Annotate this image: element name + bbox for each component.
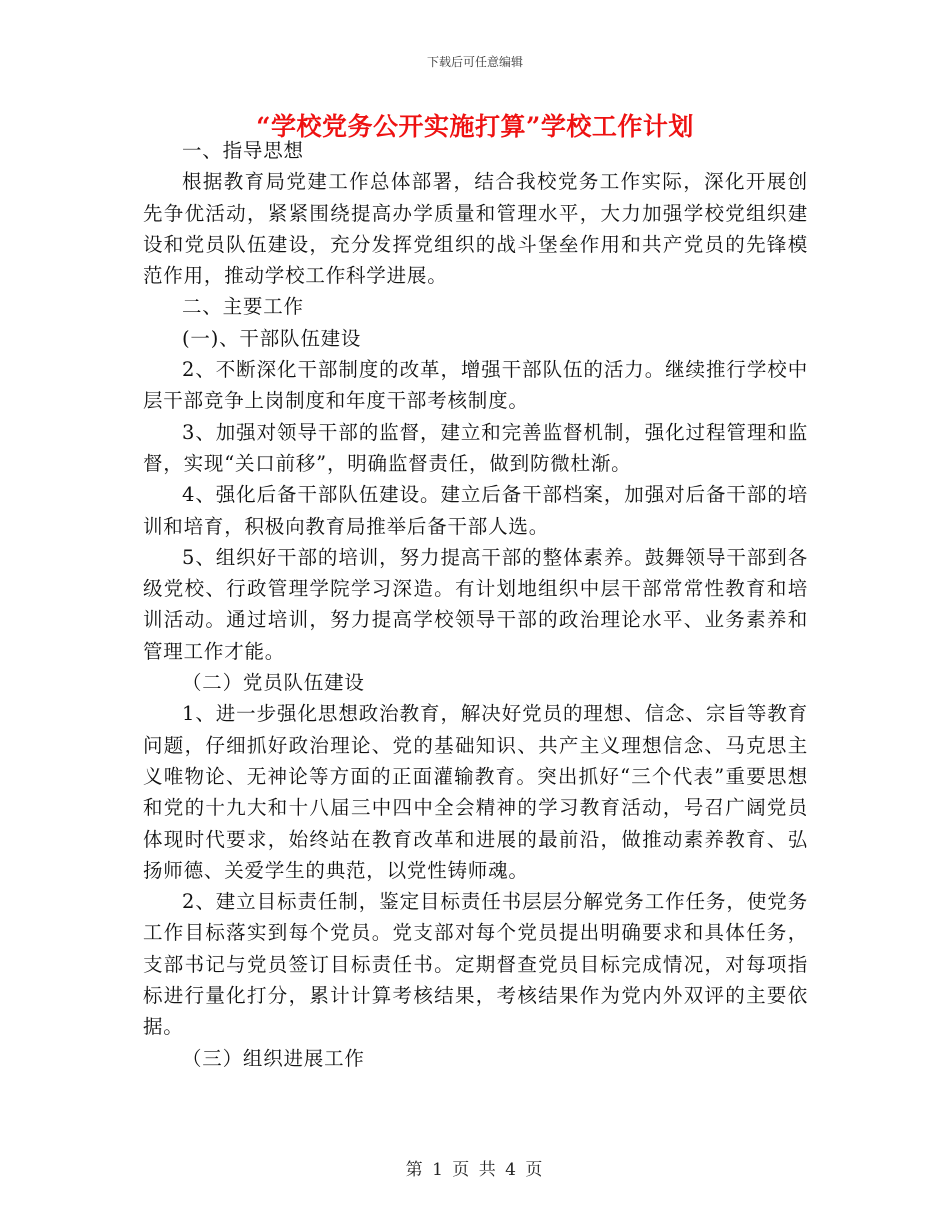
paragraph: 5、组织好干部的培训，努力提高干部的整体素养。鼓舞领导干部到各级党校、行政管理学院学习深造。有计划地组织中层干部常常性教育和培训活动。通过培训，努力提高学校领导干部的政治理论水平、业务素养和管理工作才能。	[143, 545, 808, 663]
paragraph: 2、建立目标责任制，鉴定目标责任书层层分解党务工作任务，使党务工作目标落实到每个党员。党支部对每个党员提出明确要求和具体任务，支部书记与党员签订目标责任书。定期督查党员目标完成情况，对每项指标进行量化打分，累计计算考核结果，考核结果作为党内外双评的主要依据。	[143, 890, 808, 1039]
paragraph: 1、进一步强化思想政治教育，解决好党员的理想、信念、宗旨等教育问题，仔细抓好政治理论、党的基础知识、共产主义理想信念、马克思主义唯物论、无神论等方面的正面灌输教育。突出抓好“三个代表”重要思想和党的十九大和十八届三中四中全会精神的学习教育活动，号召广阔党员体现时代要求，始终站在教育改革和进展的最前沿，做推动素养教育、弘扬师德、关爱学生的典范，以党性铸师魂。	[143, 702, 808, 882]
paragraph: 根据教育局党建工作总体部署，结合我校党务工作实际，深化开展创先争优活动，紧紧围绕提高办学质量和管理水平，大力加强学校党组织建设和党员队伍建设，充分发挥党组织的战斗堡垒作用和共产党员的先锋模范作用，推动学校工作科学进展。	[143, 170, 808, 288]
page-footer: 第 1 页 共 4 页	[405, 1160, 545, 1180]
document-title: “学校党务公开实施打算”学校工作计划	[256, 112, 694, 141]
subsection-heading-cadre-team: (一)、干部队伍建设	[182, 326, 362, 350]
section-heading-main-work: 二、主要工作	[182, 295, 304, 319]
section-heading-guiding-ideology: 一、指导思想	[182, 139, 304, 162]
subsection-heading-organization: （三）组织进展工作	[182, 1046, 365, 1070]
paragraph: 2、不断深化干部制度的改革，增强干部队伍的活力。继续推行学校中层干部竞争上岗制度和年度干部考核制度。	[143, 358, 808, 413]
document-body	[143, 135, 808, 1074]
subsection-heading-party-members: （二）党员队伍建设	[182, 671, 365, 695]
paragraph: 3、加强对领导干部的监督，建立和完善监督机制，强化过程管理和监督，实现“关口前移”，明确监督责任，做到防微杜渐。	[143, 420, 808, 475]
header-note: 下载后可任意编辑	[426, 55, 523, 69]
paragraph: 4、强化后备干部队伍建设。建立后备干部档案，加强对后备干部的培训和培育，积极向教育局推举后备干部人选。	[143, 483, 808, 538]
